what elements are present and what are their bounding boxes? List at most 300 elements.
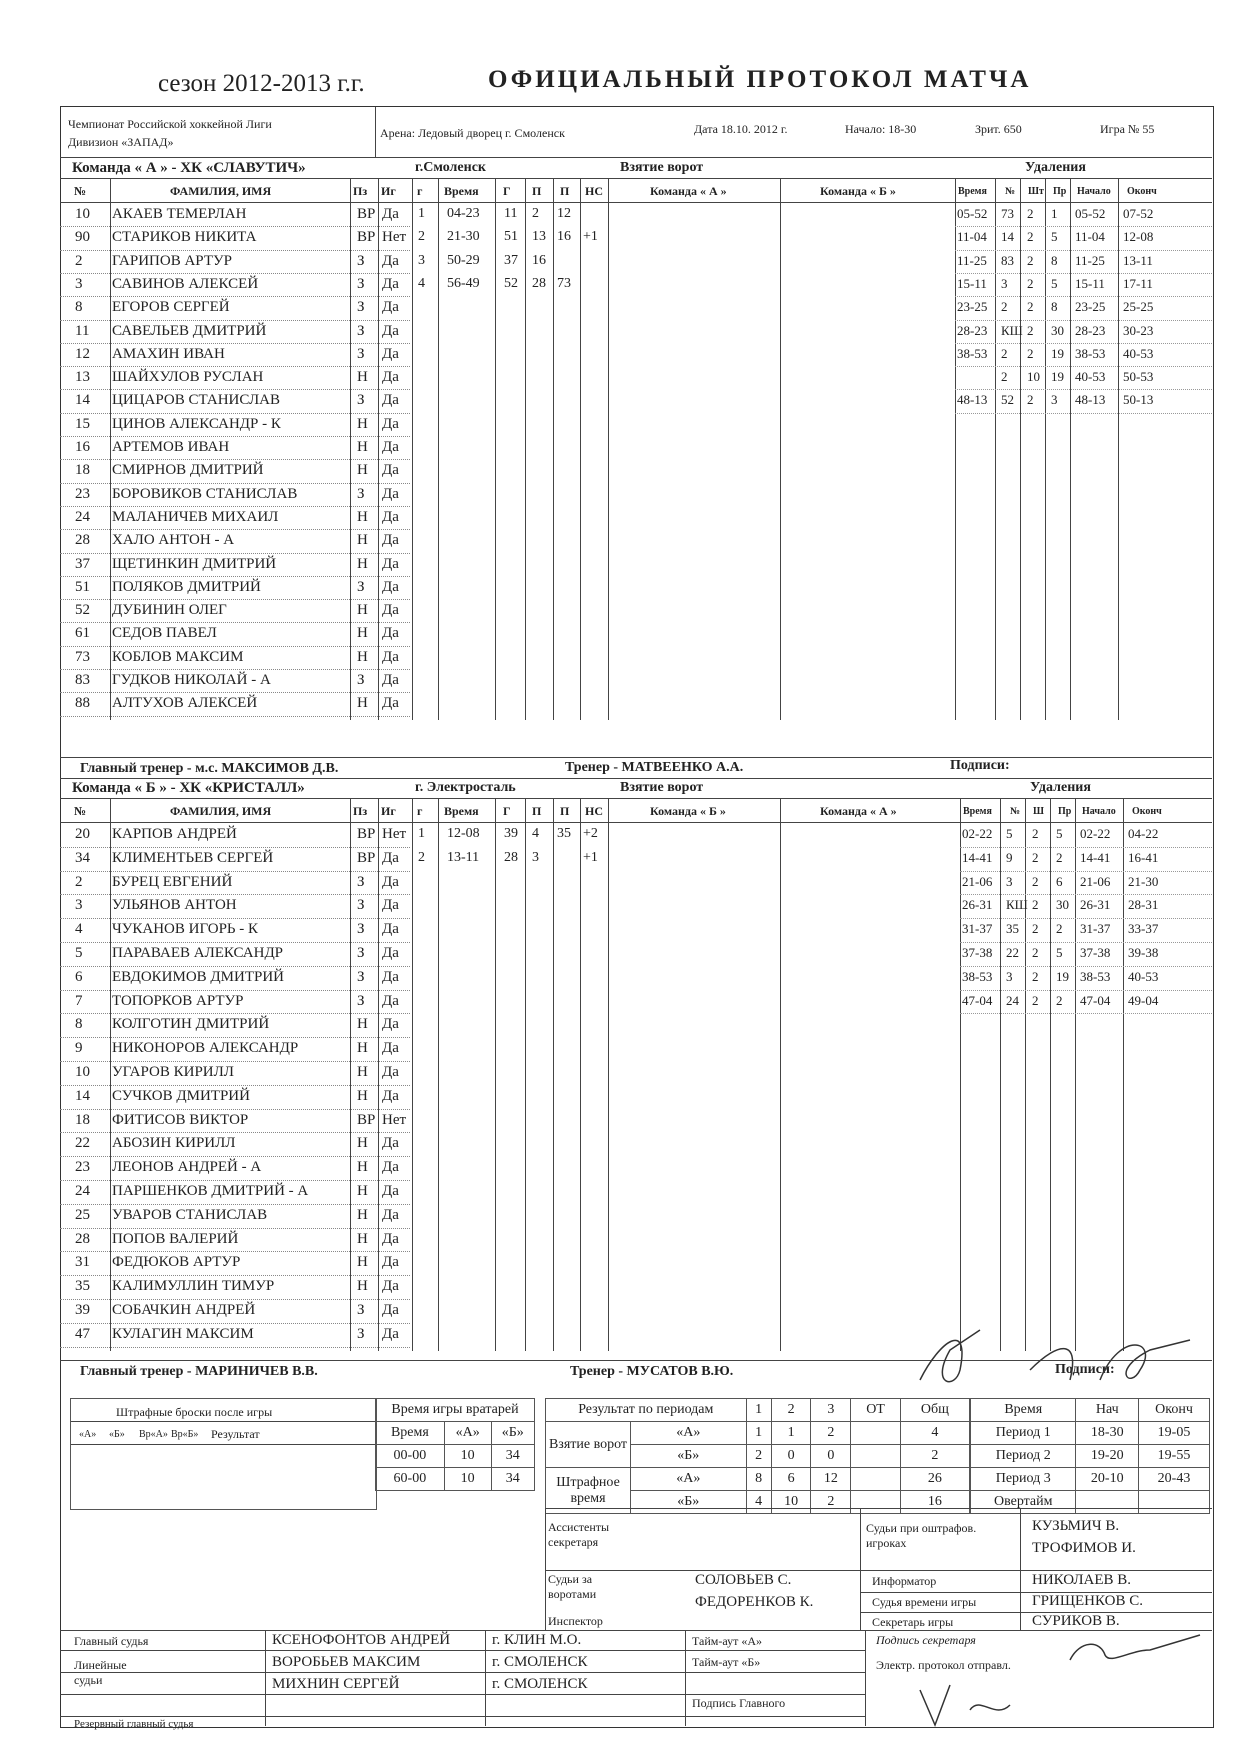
period-cell: 8 [746,1468,771,1491]
player-row [60,367,480,390]
penalty-pr: 19 [1051,369,1064,385]
penalties-title: Удаления [1025,160,1086,175]
team-a-coach: Тренер - МАТВЕЕНКО А.А. [565,760,744,775]
player-play: Да [382,206,399,222]
grid-line [495,798,496,1351]
player-row [60,824,480,847]
player-pos: ВР [357,206,376,222]
column-header: № [74,804,87,818]
player-row [60,577,480,600]
penalty-pr: 2 [1056,921,1063,937]
penalty-sh: 2 [1032,992,1039,1008]
column-header: Команда « Б » [820,184,896,198]
penalty-end: 04-22 [1128,826,1159,841]
goal-g: 2 [418,229,425,245]
player-play: Да [382,1087,399,1104]
player-number: 5 [75,945,83,961]
player-pos: З [357,897,365,914]
row-line [955,389,1212,390]
player-name: МАЛАНИЧЕВ МИХАИЛ [112,508,279,525]
column-header: П [560,804,570,818]
penalty-time: 14-41 [962,849,993,865]
player-row [60,554,480,577]
player-name: АЛТУХОВ АЛЕКСЕЙ [112,695,258,712]
goal-judge-2: ФЕДОРЕНКОВ К. [695,1594,814,1610]
times-cell: 20-10 [1076,1468,1139,1491]
player-row [60,437,480,460]
penalty-time: 38-53 [962,968,993,984]
penalty-end: 13-11 [1123,252,1153,268]
player-name: СЕДОВ ПАВЕЛ [112,625,217,642]
penalty-time: 47-04 [962,992,993,1008]
penalty-start: 05-52 [1075,206,1106,221]
penalty-sh: 2 [1027,229,1034,245]
times-cell: Период 2 [971,1445,1076,1468]
penalty-column-header: Оконч [1127,186,1157,197]
player-name: ПАРАВАЕВ АЛЕКСАНДР [112,945,284,961]
period-cell: 1 [746,1422,771,1445]
player-play: Да [382,1254,399,1271]
goalie-time-cell: 60-00 [376,1468,445,1491]
column-header: Г [503,184,511,198]
player-number: 37 [75,555,90,572]
penalty-pr: 5 [1051,275,1058,291]
penalty-time: 11-25 [957,252,987,268]
player-play: Да [382,555,399,572]
game-label: Игра № 55 [1100,122,1155,136]
column-header: Команда « А » [820,804,897,818]
period-times-table [970,1398,1210,1514]
player-pos: ВР [357,849,376,866]
player-row [60,670,480,693]
informer-name: НИКОЛАЕВ В. [1032,1572,1132,1588]
penalty-pr: 30 [1051,322,1064,338]
goal-time: 50-29 [447,252,480,268]
period-cell [851,1422,901,1445]
penalty-num: 3 [1006,968,1013,984]
period-cell: «А» [631,1422,747,1445]
player-row [60,1252,480,1275]
goal-p1: 13 [532,229,546,245]
grid-line [608,178,609,720]
player-number: 6 [75,968,83,985]
times-cell: 18-30 [1076,1422,1139,1445]
player-play: Да [382,345,399,362]
penalty-time: 28-23 [957,322,988,338]
player-row [60,321,480,344]
goal-p2: 73 [557,275,571,291]
player-number: 47 [75,1325,90,1342]
penalty-pr: 5 [1056,826,1063,841]
period-cell: 0 [771,1445,811,1468]
player-name: УГАРОВ КИРИЛЛ [112,1064,234,1080]
championship-line2: Дивизион «ЗАПАД» [68,135,174,149]
period-cell [851,1468,901,1491]
period-cell: 10 [771,1491,811,1514]
team-b-signatures: Подписи: [1055,1362,1115,1377]
row-line [960,942,1212,943]
penalty-num: 2 [1001,299,1008,315]
player-pos: З [357,968,365,985]
column-header: Команда « Б » [650,804,726,818]
period-cell: 4 [746,1491,771,1514]
column-header: Время [444,804,479,818]
player-number: 23 [75,1159,90,1176]
penalties-title: Удаления [1030,780,1091,795]
penalty-column-header: Время [958,186,987,197]
goal-p1: 3 [532,849,539,865]
penalty-judge-2: ТРОФИМОВ И. [1032,1540,1136,1556]
player-number: 28 [75,532,90,549]
penalty-column-header: Пр [1058,806,1072,817]
penalty-start: 21-06 [1080,873,1111,889]
player-row [60,872,480,895]
player-play: Да [382,1064,399,1080]
player-pos: З [357,1325,365,1342]
player-number: 13 [75,369,90,386]
column-header: Иг [381,184,396,198]
player-name: КАЛИМУЛЛИН ТИМУР [112,1278,275,1295]
column-header: Г [503,804,511,818]
penalty-num: 5 [1006,826,1013,841]
player-row [60,1086,480,1109]
penalty-sh: 2 [1032,873,1039,889]
row-line [960,894,1212,895]
player-name: ЛЕОНОВ АНДРЕЙ - А [112,1159,262,1176]
penalty-num: КШ [1001,322,1023,338]
penalty-time: 38-53 [957,345,988,361]
goals-title: Взятие ворот [620,160,704,175]
player-play: Да [382,849,399,866]
player-play: Да [382,1040,399,1057]
e-protocol-label: Электр. протокол отправл. [876,1658,1011,1672]
player-number: 73 [75,648,90,665]
player-row [60,1157,480,1180]
player-name: БОРОВИКОВ СТАНИСЛАВ [112,485,298,502]
player-pos: Н [357,625,368,642]
player-play: Да [382,439,399,455]
player-number: 2 [75,873,83,890]
period-col: 1 [746,1399,771,1422]
goalie-time-col: Время [376,1422,445,1445]
period-cell [851,1491,901,1514]
row-line [960,847,1212,848]
goal-ns: +1 [583,849,598,865]
penalty-column-header: Начало [1077,186,1111,197]
period-cell: 1 [771,1422,811,1445]
player-row [60,344,480,367]
penalty-start: 11-04 [1075,229,1105,245]
player-pos: Н [357,1183,368,1199]
period-cell: «А» [631,1468,747,1491]
column-header: П [532,184,542,198]
penalty-column-header: Начало [1082,806,1116,817]
period-cell: 6 [771,1468,811,1491]
referee-name: КСЕНОФОНТОВ АНДРЕЙ [272,1632,451,1648]
period-cell: 2 [811,1422,851,1445]
goal-p2: 35 [557,826,571,841]
penalty-sh: 2 [1027,299,1034,315]
player-name: ПОЛЯКОВ ДМИТРИЙ [112,578,261,595]
shootout-col-b: «Б» [109,1429,125,1440]
player-number: 25 [75,1206,90,1223]
penalty-start: 28-23 [1075,322,1106,338]
player-row [60,623,480,646]
grid-line [553,178,554,720]
player-number: 51 [75,578,90,595]
penalty-sh: 2 [1027,322,1034,338]
player-number: 4 [75,921,83,938]
player-pos: З [357,485,365,502]
penalty-column-header: Шт [1028,186,1044,197]
team-city: г.Смоленск [415,160,486,175]
goal-g: 2 [418,849,425,865]
goalie-time-col: «А» [444,1422,491,1445]
goalie-time-col: «Б» [491,1422,534,1445]
shootout-col-gka: Вр«А» [139,1429,168,1440]
player-play: Да [382,873,399,890]
penalty-column-header: Оконч [1132,806,1162,817]
penalty-time: 15-11 [957,275,987,291]
period-cell: 2 [900,1445,969,1468]
player-row [60,600,480,623]
player-pos: З [357,322,365,339]
player-name: КЛИМЕНТЬЕВ СЕРГЕЙ [112,849,274,866]
times-cell: 19-55 [1139,1445,1210,1468]
player-pos: Н [357,1206,368,1223]
player-play: Да [382,968,399,985]
penalty-start: 26-31 [1080,897,1111,913]
player-play: Да [382,625,399,642]
player-number: 22 [75,1135,90,1152]
period-cell: 2 [811,1491,851,1514]
goal-ns: +1 [583,229,598,245]
linesman-2: МИХНИН СЕРГЕЙ [272,1676,400,1692]
goal-g: 52 [504,275,518,291]
player-pos: Н [357,369,368,386]
goal-judges-label: Судьи за воротами [548,1572,597,1601]
player-pos: Н [357,1087,368,1104]
times-col: Время [971,1399,1076,1422]
player-name: НИКОНОРОВ АЛЕКСАНДР [112,1040,299,1057]
penalty-end: 16-41 [1128,849,1159,865]
team-city: г. Электросталь [415,780,516,795]
player-name: АРТЕМОВ ИВАН [112,439,230,455]
column-header: Команда « А » [650,184,727,198]
referee-signature-label: Подпись Главного [692,1696,786,1710]
linesman-1: ВОРОБЬЕВ МАКСИМ [272,1654,421,1670]
grid-line [995,178,996,720]
player-play: Да [382,945,399,961]
period-col: ОТ [851,1399,901,1422]
column-header: НС [585,804,603,818]
season-label: сезон 2012-2013 г.г. [158,70,365,97]
penalty-time: 23-25 [957,299,988,315]
player-pos: Н [357,1016,368,1033]
penalty-time: 21-06 [962,873,993,889]
player-pos: Н [357,462,368,479]
goal-time: 13-11 [447,849,480,865]
column-header: Время [444,184,479,198]
penalty-sh: 2 [1032,849,1039,865]
row-line [60,716,410,717]
penalty-end: 17-11 [1123,275,1153,291]
penalty-end: 40-53 [1128,968,1159,984]
penalty-start: 11-25 [1075,252,1105,268]
player-pos: З [357,672,365,688]
goal-g: 1 [418,826,425,841]
player-row [60,460,480,483]
player-play: Да [382,252,399,269]
penalty-num: 52 [1001,392,1014,408]
player-number: 3 [75,897,83,914]
player-pos: ВР [357,1111,376,1128]
period-cell: «Б» [631,1445,747,1468]
player-pos: З [357,945,365,961]
row-line [960,918,1212,919]
player-name: БУРЕЦ ЕВГЕНИЙ [112,873,233,890]
player-play: Да [382,1278,399,1295]
period-cell: 26 [900,1468,969,1491]
penalty-end: 12-08 [1123,229,1154,245]
player-play: Да [382,648,399,665]
goal-time: 21-30 [447,229,480,245]
player-row [60,991,480,1014]
player-play: Да [382,1183,399,1199]
player-pos: З [357,992,365,1009]
player-number: 24 [75,508,90,525]
period-col: 3 [811,1399,851,1422]
player-row [60,390,480,413]
player-name: СУЧКОВ ДМИТРИЙ [112,1087,250,1104]
penalty-start: 23-25 [1075,299,1106,315]
player-pos: Н [357,695,368,712]
penalty-pr: 6 [1056,873,1063,889]
player-name: КУЛАГИН МАКСИМ [112,1325,254,1342]
player-number: 10 [75,1064,90,1080]
shootout-col-gkb: Вр«Б» [171,1429,199,1440]
player-number: 14 [75,1087,90,1104]
player-number: 3 [75,275,83,292]
penalty-judges-label: Судьи при оштрафов. игроках [866,1521,977,1550]
grid-line [955,178,956,720]
row-line [955,343,1212,344]
penalty-judge-1: КУЗЬМИЧ В. [1032,1518,1120,1534]
player-number: 18 [75,1111,90,1128]
player-number: 90 [75,229,90,246]
player-pos: Н [357,602,368,619]
player-number: 12 [75,345,90,362]
penalty-sh: 2 [1032,897,1039,913]
linesmen-label: Линейные судьи [74,1658,127,1687]
period-cell: 16 [900,1491,969,1514]
player-row [60,251,480,274]
grid-line [1123,798,1124,1351]
column-header: Иг [381,804,396,818]
player-pos: З [357,275,365,292]
times-cell: Период 3 [971,1468,1076,1491]
player-number: 15 [75,415,90,432]
player-name: ФИТИСОВ ВИКТОР [112,1111,249,1128]
goal-p1: 16 [532,252,546,268]
player-play: Нет [382,1111,407,1128]
penalty-sh: 2 [1032,945,1039,960]
shootout-col-a: «А» [79,1429,97,1440]
player-pos: Н [357,1278,368,1295]
player-number: 14 [75,392,90,409]
shootout-result: Результат [211,1427,260,1441]
penalty-start: 02-22 [1080,826,1111,841]
player-number: 9 [75,1040,83,1057]
player-row [60,1300,480,1323]
player-pos: ВР [357,229,376,246]
period-cell: 0 [811,1445,851,1468]
player-play: Да [382,602,399,619]
player-name: СТАРИКОВ НИКИТА [112,229,257,246]
times-cell: Период 1 [971,1422,1076,1445]
player-row [60,943,480,966]
arena-label: Арена: Ледовый дворец г. Смоленск [380,126,565,140]
player-name: ПАРШЕНКОВ ДМИТРИЙ - А [112,1183,309,1199]
player-name: ГУДКОВ НИКОЛАЙ - А [112,672,271,688]
player-pos: З [357,392,365,409]
row-line [960,966,1212,967]
grid-line [525,798,526,1351]
penalty-sh: 2 [1027,252,1034,268]
times-cell: Овертайм [971,1491,1076,1514]
penalty-pr: 5 [1051,229,1058,245]
grid-line [580,178,581,720]
player-name: ЕГОРОВ СЕРГЕЙ [112,299,230,316]
penalty-start: 40-53 [1075,369,1106,385]
player-play: Нет [382,229,407,246]
column-header: ФАМИЛИЯ, ИМЯ [170,804,272,818]
referee-label: Главный судья [74,1634,149,1648]
penalty-sh: 2 [1032,968,1039,984]
secretary-label: Секретарь игры [872,1615,954,1629]
player-row [60,1229,480,1252]
row-line [960,990,1212,991]
team-a-signatures: Подписи: [950,758,1010,773]
shootout-title: Штрафные броски после игры [116,1405,273,1419]
goalie-time-table [375,1398,535,1491]
player-name: СОБАЧКИН АНДРЕЙ [112,1302,256,1318]
player-number: 28 [75,1230,90,1247]
player-play: Да [382,897,399,914]
grid-line [960,798,961,1351]
player-name: КОЛГОТИН ДМИТРИЙ [112,1016,270,1033]
player-play: Да [382,921,399,938]
player-play: Да [382,1206,399,1223]
goal-p1: 4 [532,826,539,841]
player-number: 18 [75,462,90,479]
penalty-num: 24 [1006,992,1019,1008]
player-row [60,1038,480,1061]
goalie-time-title: Время игры вратарей [376,1399,535,1422]
grid-line [1070,178,1071,720]
player-play: Да [382,992,399,1009]
timekeeper-name: ГРИЩЕНКОВ С. [1032,1593,1143,1609]
penalty-pr: 8 [1051,252,1058,268]
goal-judge-1: СОЛОВЬЕВ С. [695,1572,792,1588]
player-row [60,484,480,507]
player-play: Да [382,1159,399,1176]
inspector-label: Инспектор [548,1614,603,1628]
penalty-time: 05-52 [957,206,988,221]
grid-line [1025,798,1026,1351]
penalty-end: 30-23 [1123,322,1154,338]
player-row [60,1062,480,1085]
